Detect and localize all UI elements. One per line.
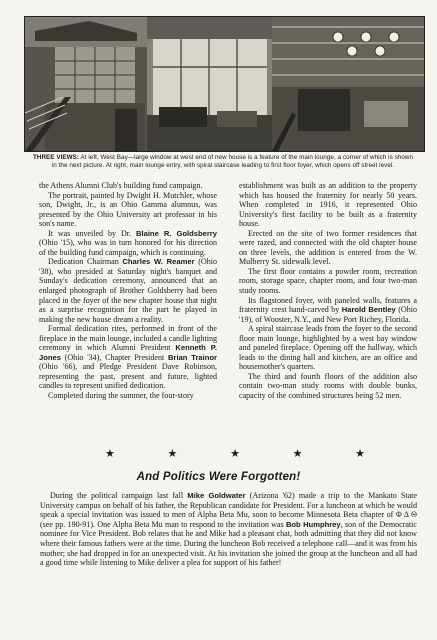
text: (Ohio '38), who presided at Saturday night's banquet and Sunday's dedication ceremony, announced that an enlarged photograph of Brother Goldsberry had been placed in the foyer of the new chapter house that night as a surprise recognition for the part he played in making the new house dream a reality. xyxy=(39,257,218,324)
col1-paragraph-4 xyxy=(39,257,217,324)
text: (Ohio '19), of Wooster, N.Y., and New Port Richey, Florida. xyxy=(239,305,417,324)
caption-lead: THREE VIEWS: xyxy=(32,154,80,161)
text: (Ohio '15), who was in turn honored for his direction of the building fund campaign, which is continuing. xyxy=(39,238,217,257)
text: (Ohio '34), Chapter President xyxy=(60,352,169,362)
col1-paragraph-6: Completed during the summer, the four-story xyxy=(48,391,194,401)
story-paragraph xyxy=(40,491,417,568)
star-icon: ★ xyxy=(230,448,240,460)
col2-paragraph-4 xyxy=(239,296,417,325)
column-left xyxy=(39,181,217,401)
star-icon: ★ xyxy=(167,448,178,460)
text: Formal dedication rites, performed in front of the fireplace in the main lounge, included a candle lighting ceremony in which Alumni President xyxy=(39,324,217,353)
col2-paragraph-5: A spiral staircase leads from the foyer to the second floor main lounge, highlighted by a west bay window and paneled fireplace. Opening off the hallway, which leads to the dining hall and kitchen, are an office and housemother's quarters. xyxy=(239,324,417,372)
photo-main-lounge-corner xyxy=(147,17,272,151)
text: Dedication Chairman xyxy=(48,257,123,267)
col2-paragraph-3: The first floor contains a powder room, recreation room, storage space, chapter room, and four two-man study rooms. xyxy=(239,266,417,296)
name-trainor: Brian Trainor xyxy=(168,352,217,362)
name-reamer: Charles W. Reamer xyxy=(122,257,195,267)
col2-paragraph-6: The third and fourth floors of the addition also contain two-man study rooms with double bunks, capacity of the combined structures being 52 men. xyxy=(239,371,417,401)
photo-strip xyxy=(24,16,425,152)
col1-paragraph-1: the Athens Alumni Club's building fund campaign. xyxy=(39,181,203,190)
col1-paragraph-5 xyxy=(39,324,217,391)
photo-main-lounge-entry xyxy=(272,17,424,151)
col1-paragraph-2: The portrait, painted by Dwight H. Mutchler, whose son, Dwight, Jr., is an Ohio Gamma alumnus, was presented by the Ohio University art professor in his son's name. xyxy=(39,190,217,229)
column-right xyxy=(239,181,417,401)
col2-paragraph-1: establishment was built as an addition to the property which has housed the fraternity for nearly 50 years. When completed in 1916, it represented Ohio University's first facility to be built as a fraternity house. xyxy=(239,181,417,229)
name-jones: Kenneth P. Jones xyxy=(39,343,217,362)
text: It was unveiled by Dr. xyxy=(48,228,136,238)
text: During the political campaign last fall xyxy=(50,491,188,500)
name-bentley: Harold Bentley xyxy=(341,305,396,315)
photo-caption xyxy=(30,154,416,171)
section-title: And Politics Were Forgotten! xyxy=(136,471,301,483)
photo-west-bay-exterior xyxy=(25,17,147,151)
star-divider xyxy=(105,449,365,460)
name-humphrey: Bob Humphrey xyxy=(285,519,341,529)
star-icon: ★ xyxy=(105,448,115,460)
article-columns xyxy=(39,181,417,401)
col1-paragraph-3 xyxy=(39,229,217,258)
text: (Arizona '62) made a trip to the Mankato State University campus on behalf of his father, the Republican candidate for President. For a luncheon at which he would speak a special invitation was issued to men of Alpha Beta Mu, soon to become Minnesota Beta chapter of Φ Δ Θ (see pp. 190-91). One Alpha Beta Mu man to respond to the invitation was xyxy=(40,491,417,529)
star-icon: ★ xyxy=(292,448,303,460)
text: , son of the Democratic nominee for Vice President. Bob relates that he and Mike had a pleasant chat, both admitting that they did not know where their famous fathers were at the time. During the luncheon Bob received a telephone call—and it was from his mother; she had dropped in for an unexpected visit. At his invitation she joined the group at the luncheon and all had a good time while listening to Mike deliver a plea for support of his father! xyxy=(40,519,417,568)
name-goldsberry: Blaine R. Goldsberry xyxy=(136,228,217,238)
star-icon: ★ xyxy=(355,448,365,460)
politics-story xyxy=(40,491,417,568)
col2-paragraph-2: Erected on the site of two former residences that were razed, and connected with the old chapter house on three levels, the addition is entered from the W. Mulberry St. sidewalk level. xyxy=(239,228,417,267)
text: (Ohio '66), and Pledge President Dave Robinson, representing the past, present and future, lighted candles to represent unified dedication. xyxy=(39,362,217,391)
text: Its flagstoned foyer, with paneled walls, features a fraternity crest hand-carved by xyxy=(239,295,417,315)
name-goldwater: Mike Goldwater xyxy=(187,491,246,500)
caption-text: At left, West Bay—large window at west end of new house is a feature of the main lounge, a corner of which is shown in the next picture. At right, main lounge entry, with spiral staircase leading to first floor foyer, which opens off street level. xyxy=(51,154,414,170)
